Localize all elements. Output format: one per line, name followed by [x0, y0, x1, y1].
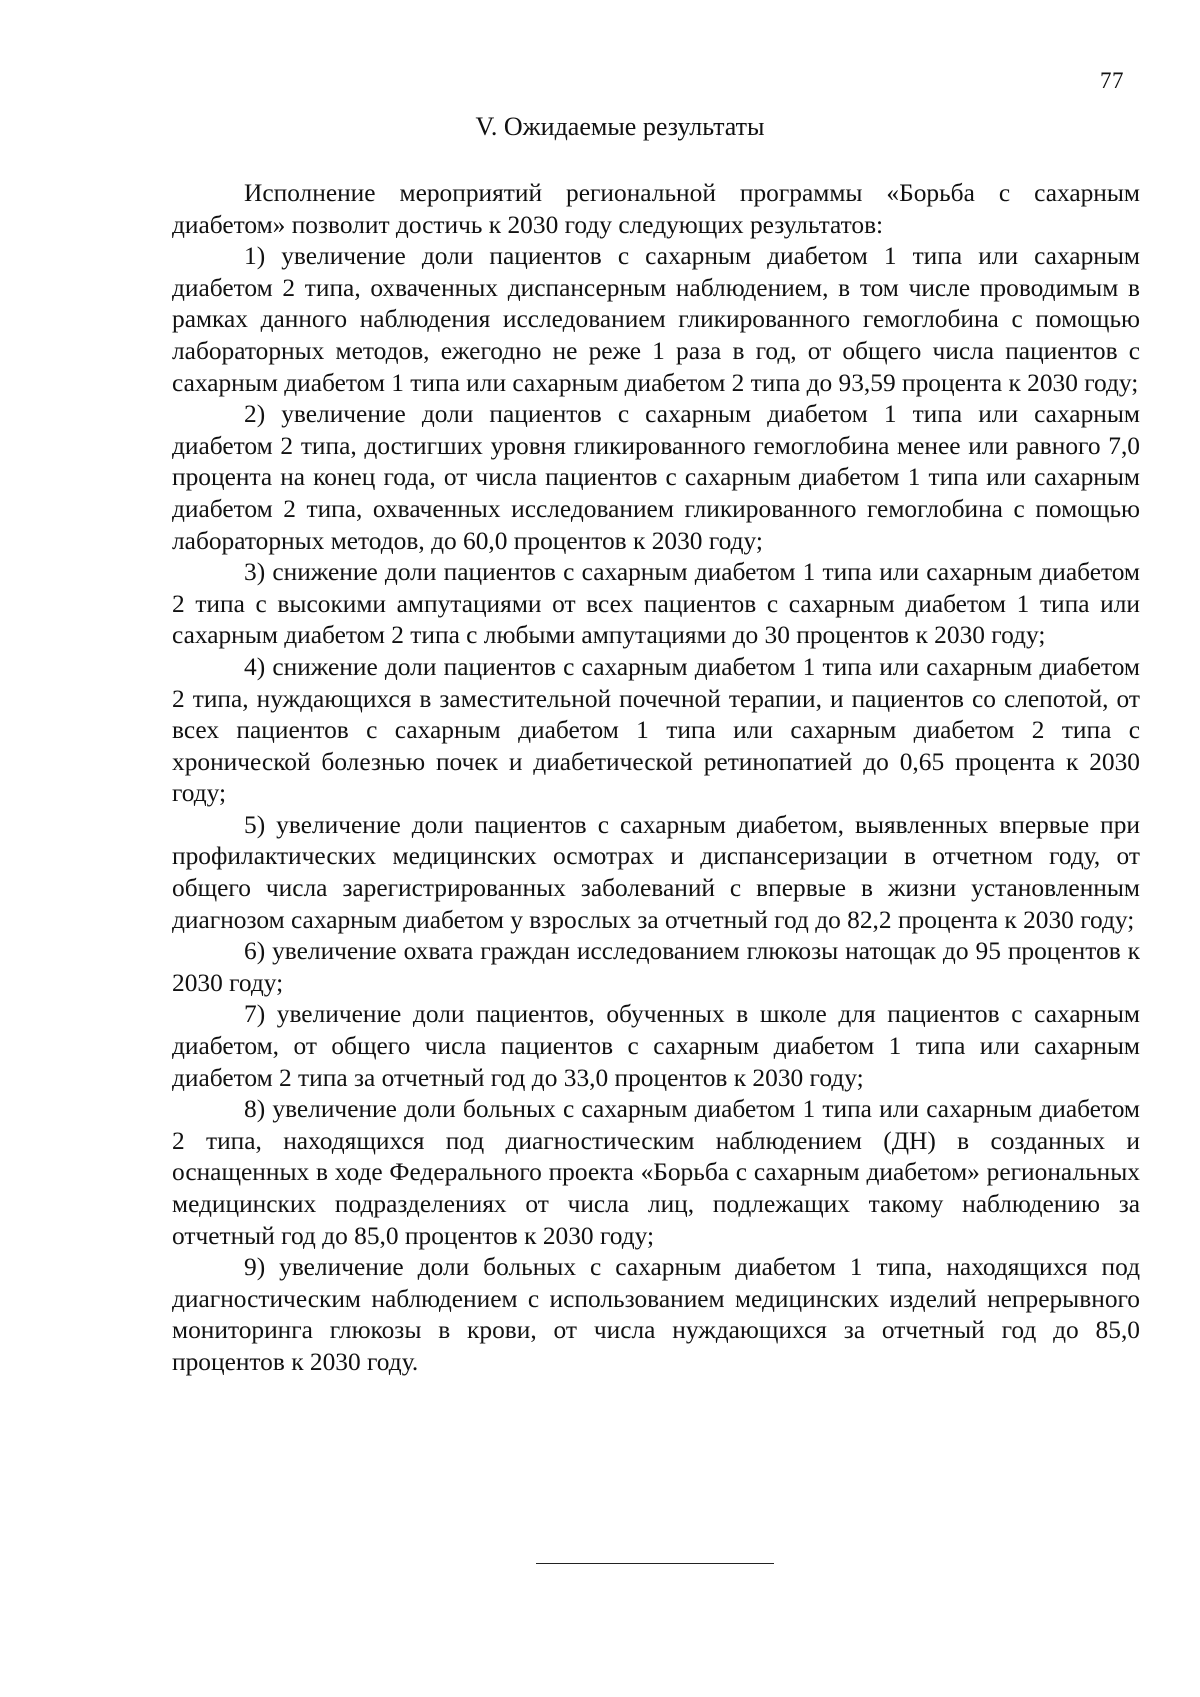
document-body [172, 178, 1140, 1379]
result-item-5: 5) увеличение доли пациентов с сахарным диабетом, выявленных впервые при профилактических медицинских осмотрах и диспансеризации в отчетном году, от общего числа зарегистрированных заболеваний с впервые в жизни установленным диагнозом сахарным диабетом у взрослых за отчетный год до 82,2 процента к 2030 году; [172, 810, 1140, 934]
intro-paragraph: Исполнение мероприятий региональной программы «Борьба с сахарным диабетом» позволит достичь к 2030 году следующих результатов: [172, 179, 1140, 239]
result-item-1: 1) увеличение доли пациентов с сахарным диабетом 1 типа или сахарным диабетом 2 типа, охваченных диспансерным наблюдением, в том числе проводимым в рамках данного наблюдения исследованием гликированного гемоглобина с помощью лабораторных методов, ежегодно не реже 1 раза в год, от общего числа пациентов с сахарным диабетом 1 типа или сахарным диабетом 2 типа до 93,59 процента к 2030 году; [172, 242, 1140, 397]
result-item-4: 4) снижение доли пациентов с сахарным диабетом 1 типа или сахарным диабетом 2 типа, нуждающихся в заместительной почечной терапии, и пациентов со слепотой, от всех пациентов с сахарным диабетом 1 типа или сахарным диабетом 2 типа с хронической болезнью почек и диабетической ретинопатией до 0,65 процента к 2030 году; [172, 652, 1140, 808]
result-item-9: 9) увеличение доли больных с сахарным диабетом 1 типа, находящихся под диагностическим наблюдением с использованием медицинских изделий непрерывного мониторинга глюкозы в крови, от числа нуждающихся за отчетный год до 85,0 процентов к 2030 году. [172, 1253, 1140, 1376]
result-item-7: 7) увеличение доли пациентов, обученных в школе для пациентов с сахарным диабетом, от общего числа пациентов с сахарным диабетом 1 типа или сахарным диабетом 2 типа за отчетный год до 33,0 процентов к 2030 году; [172, 1000, 1140, 1092]
result-item-3: 3) снижение доли пациентов с сахарным диабетом 1 типа или сахарным диабетом 2 типа с высокими ампутациями от всех пациентов с сахарным диабетом 1 типа или сахарным диабетом 2 типа с любыми ампутациями до 30 процентов к 2030 году; [172, 558, 1140, 650]
result-item-2: 2) увеличение доли пациентов с сахарным диабетом 1 типа или сахарным диабетом 2 типа, достигших уровня гликированного гемоглобина менее или равного 7,0 процента на конец года, от числа пациентов с сахарным диабетом 1 типа или сахарным диабетом 2 типа, охваченных исследованием гликированного гемоглобина с помощью лабораторных методов, до 60,0 процентов к 2030 году; [172, 400, 1140, 555]
result-item-6: 6) увеличение охвата граждан исследованием глюкозы натощак до 95 процентов к 2030 году; [172, 937, 1140, 997]
page-number: 77 [1100, 68, 1124, 93]
section-heading: V. Ожидаемые результаты [475, 112, 765, 141]
result-item-8: 8) увеличение доли больных с сахарным диабетом 1 типа или сахарным диабетом 2 типа, находящихся под диагностическим наблюдением (ДН) в созданных и оснащенных в ходе Федерального проекта «Борьба с сахарным диабетом» региональных медицинских подразделениях от числа лиц, подлежащих такому наблюдению за отчетный год до 85,0 процентов к 2030 году; [172, 1095, 1140, 1250]
closing-rule [536, 1563, 774, 1564]
